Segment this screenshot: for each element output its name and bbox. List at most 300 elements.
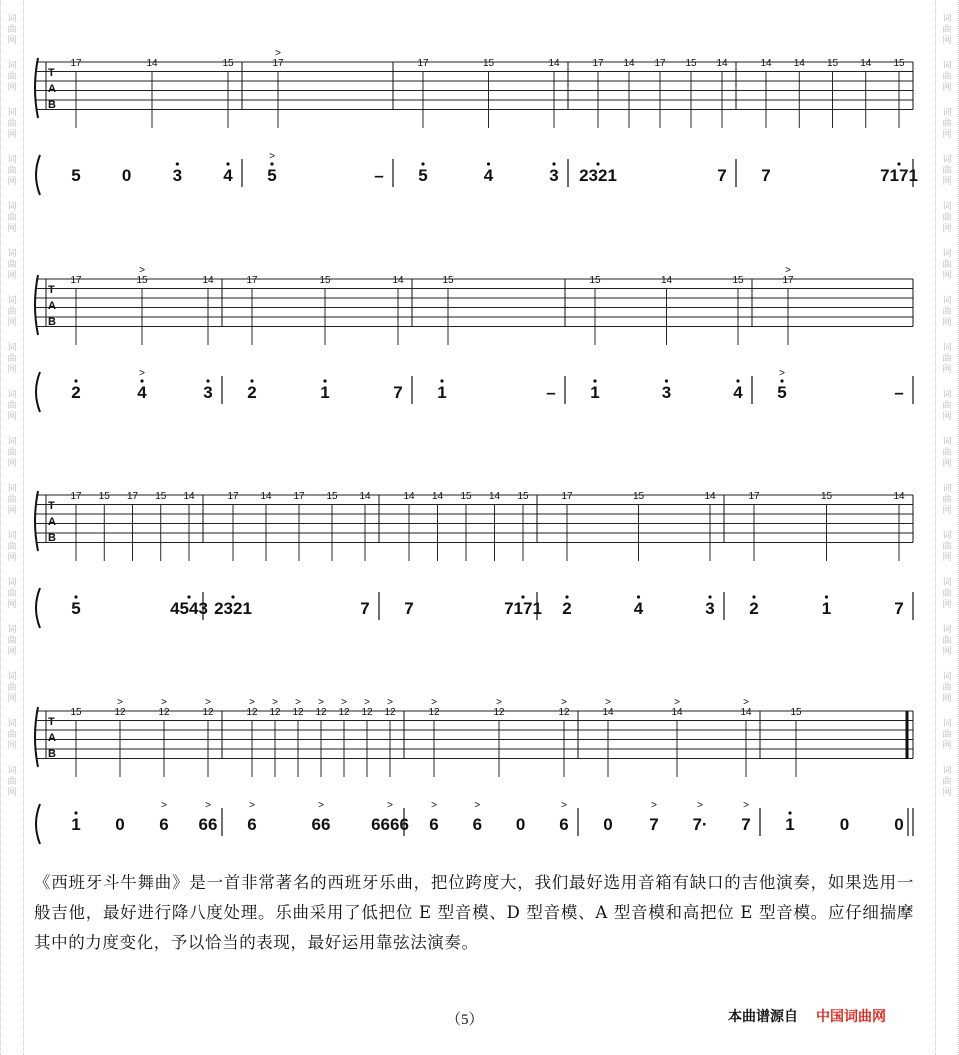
accent-mark: > (205, 697, 211, 708)
jianpu-note: 0 (839, 815, 850, 834)
tab-clef-letter: T (48, 284, 55, 296)
tab-fret-number: 14 (488, 491, 501, 502)
source-label: 本曲谱源自 (728, 1009, 798, 1025)
watermark-char: 曲 (942, 354, 952, 364)
watermark-char: 词 (942, 249, 952, 259)
jianpu-note: 2 (247, 383, 257, 402)
accent-mark: > (785, 265, 791, 276)
watermark-char: 词 (942, 61, 952, 71)
watermark-char: 词 (942, 202, 952, 212)
accent-mark: > (139, 368, 145, 379)
jianpu-note: 7 (717, 166, 727, 185)
jianpu-note: 2 (749, 599, 759, 618)
watermark-char: 曲 (7, 119, 17, 129)
jianpu-note: – (374, 166, 384, 185)
tab-fret-number: 14 (716, 58, 728, 69)
watermark-char: 曲 (7, 401, 17, 411)
tab-fret-number: 14 (359, 491, 371, 502)
jianpu-note: – (546, 383, 556, 402)
watermark-char: 曲 (942, 589, 952, 599)
jianpu-note: 7171 (880, 166, 918, 185)
watermark-char: 网 (942, 506, 952, 516)
accent-mark: > (117, 697, 123, 708)
accent-mark: > (139, 265, 145, 276)
jianpu-note: 7 (761, 166, 771, 185)
tab-clef-letter: B (48, 748, 56, 760)
watermark-char: 曲 (7, 166, 17, 176)
jianpu-note: 3 (172, 166, 183, 185)
octave-dot (788, 811, 791, 814)
tab-fret-number: 14 (403, 491, 415, 502)
accent-mark: > (743, 800, 749, 811)
tab-fret-number: 15 (70, 707, 82, 718)
watermark-char: 曲 (7, 683, 17, 693)
tab-fret-number: 15 (517, 491, 529, 502)
accent-mark: > (275, 48, 281, 59)
jianpu-note: 6 (247, 815, 257, 834)
accent-mark: > (743, 697, 749, 708)
octave-dot (565, 595, 568, 598)
watermark-char: 词 (7, 437, 17, 447)
tab-fret-number: 15 (685, 58, 697, 69)
jianpu-note: 7· (692, 815, 708, 834)
watermark-char: 网 (942, 412, 952, 422)
watermark-char: 网 (942, 318, 952, 328)
tab-fret-number: 15 (326, 491, 338, 502)
tab-fret-number: 15 (632, 491, 645, 502)
jianpu-note: 1 (320, 383, 330, 402)
jianpu-note: 0 (603, 815, 613, 834)
octave-dot (206, 379, 209, 382)
tab-fret-number: 15 (460, 491, 472, 502)
tab-fret-number: 12 (384, 707, 396, 718)
watermark-char: 词 (7, 249, 17, 259)
tab-fret-number: 14 (860, 58, 872, 69)
jianpu-note: 0 (121, 166, 132, 185)
watermark-char: 网 (942, 788, 952, 798)
watermark-char: 词 (7, 672, 17, 682)
watermark-char: 曲 (942, 636, 952, 646)
octave-dot (231, 595, 234, 598)
watermark-char: 曲 (7, 542, 17, 552)
tab-fret-number: 17 (272, 58, 284, 69)
watermark-char: 词 (7, 296, 17, 306)
watermark-char: 曲 (942, 25, 952, 35)
watermark-char: 网 (942, 36, 952, 46)
tab-fret-number: 15 (98, 491, 110, 502)
tab-fret-number: 15 (589, 275, 601, 286)
tab-fret-number: 14 (146, 58, 158, 69)
staff-brace (35, 275, 38, 335)
watermark-char: 词 (942, 484, 952, 494)
tab-fret-number: 14 (548, 58, 560, 69)
watermark-char: 网 (7, 36, 17, 46)
jianpu-note: 7 (649, 815, 659, 834)
watermark-char: 曲 (7, 213, 17, 223)
watermark-char: 词 (7, 766, 17, 776)
accent-mark: > (269, 151, 275, 162)
tab-fret-number: 17 (293, 491, 305, 502)
accent-mark: > (474, 800, 481, 811)
tab-fret-number: 12 (361, 707, 373, 718)
octave-dot (552, 162, 555, 165)
accent-mark: > (318, 697, 324, 708)
tab-clef-letter: B (48, 532, 56, 544)
accent-mark: > (779, 368, 785, 379)
tab-fret-number: 14 (392, 275, 404, 286)
watermark-char: 网 (942, 459, 952, 469)
watermark-char: 曲 (942, 166, 952, 176)
octave-dot (897, 162, 900, 165)
watermark-char: 曲 (7, 589, 17, 599)
accent-mark: > (205, 800, 211, 811)
tab-fret-number: 12 (315, 707, 327, 718)
accent-mark: > (561, 697, 567, 708)
jianpu-note: 1 (821, 599, 832, 618)
watermark-char: 网 (7, 506, 17, 516)
watermark-char: 网 (7, 318, 17, 328)
octave-dot (270, 162, 273, 165)
octave-dot (521, 595, 524, 598)
accent-mark: > (249, 800, 255, 811)
accent-mark: > (561, 800, 567, 811)
octave-dot (487, 162, 490, 165)
watermark-char: 曲 (7, 730, 17, 740)
jianpu-note: 4 (137, 383, 147, 402)
jianpu-note: 0 (515, 815, 526, 834)
tab-fret-number: 15 (893, 58, 905, 69)
tab-fret-number: 17 (748, 491, 760, 502)
watermark-char: 网 (7, 553, 17, 563)
source-credit (728, 1006, 886, 1026)
watermark-char: 词 (942, 296, 952, 306)
octave-dot (780, 379, 783, 382)
octave-dot (74, 379, 77, 382)
tab-clef-letter: T (48, 500, 55, 512)
watermark-char: 曲 (7, 260, 17, 270)
accent-mark: > (161, 800, 167, 811)
jianpu-note: 2321 (214, 599, 252, 618)
page-number: （5） (446, 1012, 484, 1028)
tab-fret-number: 14 (202, 275, 214, 286)
tab-fret-number: 15 (155, 491, 167, 502)
jianpu-note: 7171 (504, 599, 542, 618)
jianpu-note: – (894, 383, 904, 402)
tab-fret-number: 17 (592, 58, 604, 69)
tab-fret-number: 14 (740, 707, 752, 718)
watermark-char: 网 (7, 788, 17, 798)
accent-mark: > (605, 697, 611, 708)
octave-dot (665, 379, 668, 382)
watermark-char: 曲 (942, 730, 952, 740)
watermark-char: 词 (942, 531, 952, 541)
jianpu-note: 3 (549, 166, 559, 185)
jianpu-note: 5 (777, 383, 787, 402)
tab-fret-number: 14 (660, 275, 673, 286)
watermark-char: 词 (942, 719, 952, 729)
watermark-char: 词 (942, 390, 952, 400)
tab-fret-number: 12 (493, 707, 505, 718)
tab-fret-number: 14 (602, 707, 614, 718)
jianpu-note: 5 (71, 599, 81, 618)
tab-fret-number: 17 (246, 275, 258, 286)
watermark-char: 词 (7, 61, 17, 71)
tab-fret-number: 17 (70, 491, 82, 502)
description-paragraph: 《西班牙斗牛舞曲》是一首非常著名的西班牙乐曲，把位跨度大，我们最好选用音箱有缺口的吉他演奏，如果选用一般吉他，最好进行降八度处理。乐曲采用了低把位 E 型音模、D 型音模、A 型音模和高把位 E 型音模。应仔细揣摩其中的力度变化，予以恰当的表现，最好运用靠弦法演奏。 (34, 873, 914, 952)
tab-fret-number: 14 (260, 491, 272, 502)
watermark-char: 网 (942, 694, 952, 704)
jianpu-note: 2321 (579, 166, 617, 185)
jianpu-note: 4543 (170, 599, 208, 618)
staff-brace (35, 707, 38, 767)
watermark-char: 网 (942, 177, 952, 187)
watermark-char: 词 (7, 202, 17, 212)
octave-dot (323, 379, 326, 382)
jianpu-note: 0 (115, 815, 125, 834)
octave-dot (708, 595, 711, 598)
tab-fret-number: 14 (431, 491, 444, 502)
jianpu-note: 6 (429, 815, 439, 834)
watermark-char: 词 (942, 766, 952, 776)
staff-brace (35, 58, 38, 118)
watermark-char: 曲 (942, 448, 952, 458)
staff-brace (35, 491, 38, 551)
watermark-char: 词 (7, 719, 17, 729)
tab-fret-number: 17 (70, 58, 82, 69)
watermark-char: 曲 (7, 307, 17, 317)
watermark-char: 网 (7, 459, 17, 469)
jianpu-note: 6 (559, 815, 569, 834)
tab-fret-number: 12 (428, 707, 440, 718)
watermark-char: 网 (942, 365, 952, 375)
accent-mark: > (431, 697, 437, 708)
jianpu-note: 4 (483, 166, 494, 185)
jianpu-note: 4 (223, 166, 233, 185)
watermark-char: 词 (7, 14, 17, 24)
accent-mark: > (272, 697, 278, 708)
watermark-char: 曲 (942, 307, 952, 317)
jianpu-note: 66 (311, 815, 331, 834)
tab-fret-number: 14 (893, 491, 905, 502)
jianpu-note: 5 (267, 166, 277, 185)
tab-fret-number: 14 (623, 58, 635, 69)
watermark-char: 词 (7, 531, 17, 541)
watermark-char: 网 (942, 271, 952, 281)
accent-mark: > (651, 800, 657, 811)
jianpu-brace (36, 155, 40, 195)
watermark-char: 词 (7, 390, 17, 400)
tab-fret-number: 12 (114, 707, 126, 718)
watermark-char: 曲 (942, 260, 952, 270)
octave-dot (593, 379, 596, 382)
octave-dot (637, 595, 640, 598)
jianpu-note: 6 (159, 815, 169, 834)
watermark-char: 网 (942, 130, 952, 140)
tab-fret-number: 12 (246, 707, 258, 718)
tab-clef-letter: B (48, 99, 56, 111)
accent-mark: > (496, 697, 502, 708)
jianpu-note: 1 (437, 383, 447, 402)
watermark-char: 网 (7, 600, 17, 610)
tab-fret-number: 14 (760, 58, 772, 69)
watermark-char: 曲 (942, 542, 952, 552)
tab-fret-number: 17 (782, 275, 794, 286)
watermark-char: 曲 (942, 683, 952, 693)
watermark-char: 网 (7, 224, 17, 234)
tab-fret-number: 12 (558, 707, 570, 718)
tab-fret-number: 17 (70, 275, 82, 286)
watermark-char: 词 (942, 578, 952, 588)
watermark-char: 网 (942, 224, 952, 234)
jianpu-note: 5 (71, 166, 81, 185)
jianpu-note: 2 (71, 383, 81, 402)
watermark-char: 网 (942, 600, 952, 610)
watermark-char: 词 (7, 155, 17, 165)
tab-clef-letter: A (48, 732, 56, 744)
watermark-char: 网 (7, 271, 17, 281)
accent-mark: > (387, 697, 393, 708)
jianpu-note: 4 (733, 383, 743, 402)
tab-fret-number: 14 (183, 491, 195, 502)
watermark-char: 网 (7, 412, 17, 422)
tab-clef-letter: A (48, 83, 56, 95)
tab-fret-number: 14 (671, 707, 683, 718)
tab-fret-number: 17 (126, 491, 139, 502)
watermark-char: 曲 (942, 119, 952, 129)
tab-fret-number: 15 (732, 275, 744, 286)
octave-dot (421, 162, 424, 165)
accent-mark: > (387, 800, 393, 811)
accent-mark: > (295, 697, 301, 708)
tab-fret-number: 12 (292, 707, 304, 718)
watermark-char: 曲 (7, 448, 17, 458)
tab-fret-number: 15 (319, 275, 331, 286)
octave-dot (74, 811, 77, 814)
tab-fret-number: 15 (790, 707, 802, 718)
watermark-char: 曲 (942, 72, 952, 82)
tab-fret-number: 12 (269, 707, 281, 718)
octave-dot (736, 379, 739, 382)
octave-dot (176, 162, 179, 165)
octave-dot (440, 379, 443, 382)
tab-fret-number: 12 (202, 707, 214, 718)
tab-clef-letter: A (48, 300, 56, 312)
watermark-char: 网 (7, 83, 17, 93)
jianpu-note: 7 (404, 599, 414, 618)
octave-dot (752, 595, 755, 598)
jianpu-note: 1 (785, 815, 795, 834)
watermark-char: 曲 (7, 354, 17, 364)
tab-fret-number: 15 (820, 491, 833, 502)
watermark-char: 网 (942, 83, 952, 93)
tab-fret-number: 15 (222, 58, 234, 69)
jianpu-note: 0 (894, 815, 904, 834)
jianpu-note: 1 (71, 815, 81, 834)
tab-fret-number: 17 (561, 491, 573, 502)
tab-clef-letter: T (48, 67, 55, 79)
watermark-char: 网 (7, 694, 17, 704)
octave-dot (74, 595, 77, 598)
accent-mark: > (249, 697, 255, 708)
tab-clef-letter: A (48, 516, 56, 528)
watermark-char: 网 (7, 365, 17, 375)
watermark-char: 词 (942, 437, 952, 447)
accent-mark: > (161, 697, 167, 708)
jianpu-note: 7 (393, 383, 403, 402)
tab-clef-letter: T (48, 716, 55, 728)
octave-dot (825, 595, 828, 598)
watermark-char: 曲 (7, 25, 17, 35)
tab-fret-number: 12 (158, 707, 170, 718)
watermark-char: 网 (7, 647, 17, 657)
watermark-char: 词 (7, 625, 17, 635)
tab-fret-number: 15 (482, 58, 495, 69)
source-brand: 中国词曲网 (816, 1009, 886, 1025)
accent-mark: > (364, 697, 370, 708)
octave-dot (596, 162, 599, 165)
tab-fret-number: 14 (704, 491, 716, 502)
jianpu-note: 66 (198, 815, 218, 834)
watermark-char: 词 (7, 108, 17, 118)
watermark-char: 网 (7, 130, 17, 140)
octave-dot (140, 379, 143, 382)
octave-dot (187, 595, 190, 598)
tab-fret-number: 14 (793, 58, 805, 69)
watermark-char: 网 (7, 741, 17, 751)
tab-fret-number: 15 (826, 58, 839, 69)
tab-clef-letter: B (48, 316, 56, 328)
watermark-char: 网 (942, 647, 952, 657)
watermark-char: 曲 (942, 495, 952, 505)
watermark-char: 网 (942, 553, 952, 563)
jianpu-note: 1 (590, 383, 600, 402)
tab-fret-number: 17 (654, 58, 666, 69)
watermark-char: 曲 (942, 213, 952, 223)
watermark-char: 曲 (7, 72, 17, 82)
watermark-char: 词 (942, 343, 952, 353)
jianpu-note: 6666 (371, 815, 409, 834)
jianpu-note: 4 (633, 599, 644, 618)
jianpu-brace (36, 804, 40, 844)
jianpu-note: 7 (360, 599, 370, 618)
jianpu-note: 7 (741, 815, 751, 834)
accent-mark: > (318, 800, 324, 811)
jianpu-brace (36, 588, 40, 628)
watermark-char: 词 (942, 155, 952, 165)
accent-mark: > (341, 697, 347, 708)
tab-fret-number: 12 (338, 707, 350, 718)
watermark-char: 曲 (942, 777, 952, 787)
jianpu-note: 2 (562, 599, 572, 618)
watermark-char: 曲 (942, 401, 952, 411)
jianpu-note: 7 (894, 599, 904, 618)
jianpu-note: 3 (705, 599, 715, 618)
watermark-char: 网 (942, 741, 952, 751)
watermark-char: 词 (7, 578, 17, 588)
jianpu-note: 3 (661, 383, 672, 402)
watermark-char: 词 (7, 343, 17, 353)
jianpu-note: 6 (472, 815, 483, 834)
accent-mark: > (431, 800, 437, 811)
octave-dot (226, 162, 229, 165)
accent-mark: > (674, 697, 680, 708)
accent-mark: > (697, 800, 703, 811)
watermark-char: 曲 (7, 777, 17, 787)
octave-dot (250, 379, 253, 382)
jianpu-note: 5 (418, 166, 428, 185)
watermark-char: 词 (7, 484, 17, 494)
watermark-char: 曲 (7, 636, 17, 646)
